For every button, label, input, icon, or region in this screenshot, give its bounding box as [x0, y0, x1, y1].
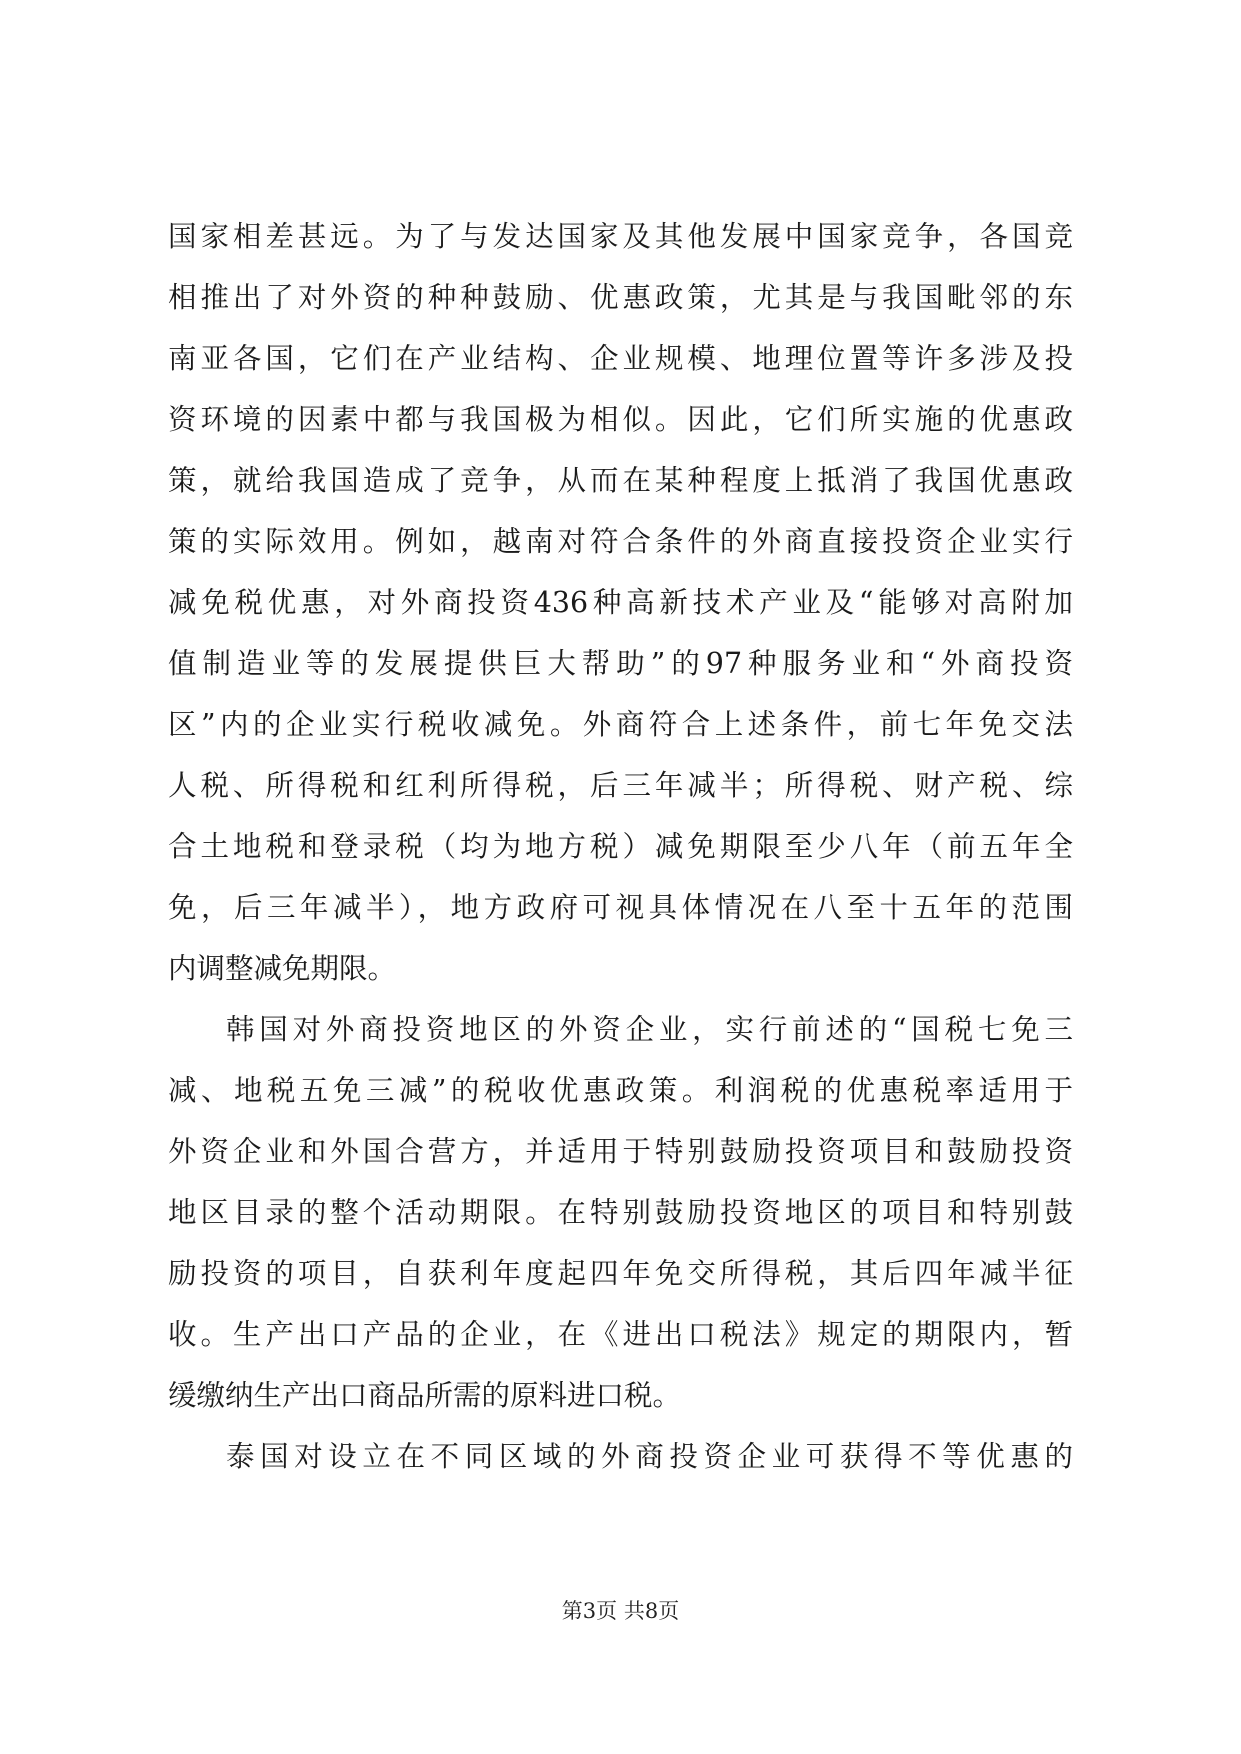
- text-line: 策的实际效用。例如，越南对符合条件的外商直接投资企业实行: [168, 525, 1073, 558]
- text-line: 泰国对设立在不同区域的外商投资企业可获得不等优惠的: [226, 1440, 1073, 1473]
- paragraph-2: [168, 999, 1073, 1426]
- text-line: 相推出了对外资的种种鼓励、优惠政策，尤其是与我国毗邻的东: [168, 281, 1073, 314]
- text-line: 区”内的企业实行税收减免。外商符合上述条件，前七年免交法: [168, 708, 1073, 741]
- text-line: 南亚各国，它们在产业结构、企业规模、地理位置等许多涉及投: [168, 342, 1073, 375]
- text-line: 减免税优惠，对外商投资436种高新技术产业及“能够对高附加: [168, 586, 1073, 619]
- paragraph-3: [168, 1426, 1073, 1487]
- text-line: 内调整减免期限。: [168, 952, 397, 985]
- page-number-footer: 第3页 共8页: [561, 1599, 680, 1623]
- text-line: 励投资的项目，自获利年度起四年免交所得税，其后四年减半征: [168, 1257, 1073, 1290]
- text-line: 资环境的因素中都与我国极为相似。因此，它们所实施的优惠政: [168, 403, 1073, 436]
- text-line: 外资企业和外国合营方，并适用于特别鼓励投资项目和鼓励投资: [168, 1135, 1073, 1168]
- text-line: 国家相差甚远。为了与发达国家及其他发展中国家竞争，各国竞: [168, 220, 1073, 253]
- paragraph-1: [168, 206, 1073, 999]
- text-line: 策，就给我国造成了竞争，从而在某种程度上抵消了我国优惠政: [168, 464, 1073, 497]
- text-line: 减、地税五免三减”的税收优惠政策。利润税的优惠税率适用于: [168, 1074, 1073, 1107]
- text-line: 缓缴纳生产出口商品所需的原料进口税。: [168, 1379, 682, 1412]
- text-line: 收。生产出口产品的企业，在《进出口税法》规定的期限内，暂: [168, 1318, 1073, 1351]
- text-line: 韩国对外商投资地区的外资企业，实行前述的“国税七免三: [226, 1013, 1073, 1046]
- text-line: 合土地税和登录税（均为地方税）减免期限至少八年（前五年全: [168, 830, 1073, 863]
- text-line: 人税、所得税和红利所得税，后三年减半；所得税、财产税、综: [168, 769, 1073, 802]
- document-body: [168, 206, 1073, 1487]
- text-line: 免，后三年减半），地方政府可视具体情况在八至十五年的范围: [168, 891, 1073, 924]
- text-line: 值制造业等的发展提供巨大帮助”的97种服务业和“外商投资: [168, 647, 1073, 680]
- text-line: 地区目录的整个活动期限。在特别鼓励投资地区的项目和特别鼓: [168, 1196, 1073, 1229]
